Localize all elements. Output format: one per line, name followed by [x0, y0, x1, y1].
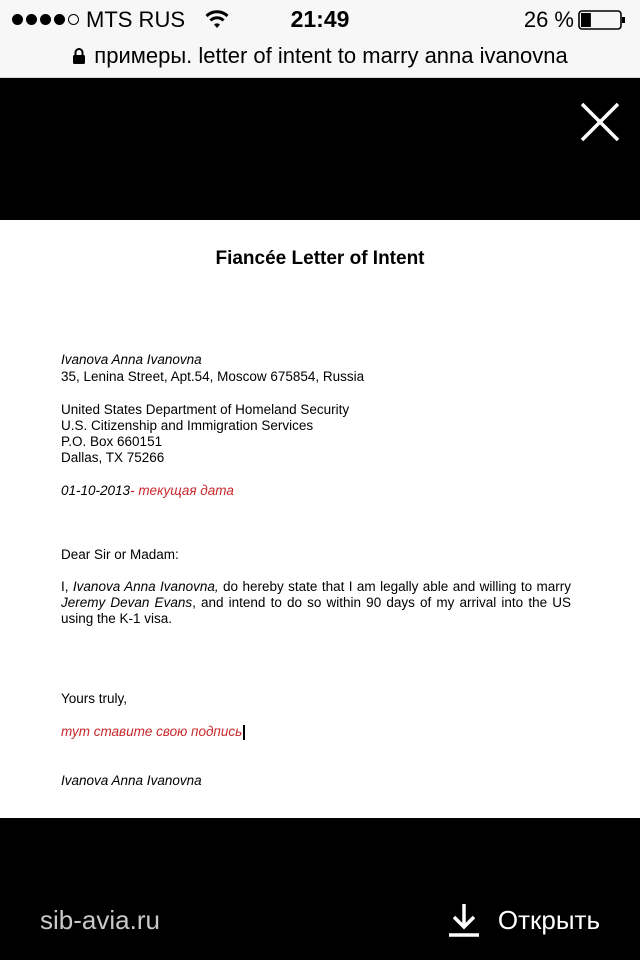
recipient-line: P.O. Box 660151	[61, 434, 163, 449]
close-icon[interactable]	[578, 100, 622, 144]
document-page	[0, 220, 640, 818]
clock: 21:49	[290, 6, 350, 32]
lock-icon	[72, 47, 86, 65]
carrier-name: MTS RUS	[86, 7, 185, 32]
body-text: I,	[61, 579, 73, 594]
sender-address: 35, Lenina Street, Apt.54, Moscow 675854, Russia	[61, 369, 365, 384]
body-name: Ivanova Anna Ivanovna,	[72, 579, 219, 594]
date-note: текущая дата	[138, 483, 234, 498]
battery-percentage: 26 %	[523, 7, 574, 32]
date-separator: -	[130, 483, 139, 498]
viewer-bottom-bar	[0, 818, 640, 960]
document-title: Fiancée Letter of Intent	[215, 248, 425, 269]
recipient-line: U.S. Citizenship and Immigration Services	[61, 418, 314, 433]
closing: Yours truly,	[61, 691, 128, 706]
open-button-label: Открыть	[497, 904, 600, 935]
address-bar[interactable]	[0, 40, 640, 78]
body-text: do hereby state that I am legally able and willing to marry	[218, 579, 571, 594]
download-icon	[448, 902, 480, 938]
signature-note-line	[61, 724, 245, 740]
recipient-line: Dallas, TX 75266	[61, 450, 165, 465]
letter-date: 01-10-2013	[61, 483, 131, 498]
signature-note: тут ставите свою подпись	[61, 724, 243, 739]
body-text: , and intend to do so within 90 days of my arrival into the US using the K-1 visa.	[61, 595, 571, 626]
recipient-line: United States Department of Homeland Security	[61, 402, 350, 417]
open-button[interactable]	[448, 902, 600, 938]
body-paragraph	[61, 579, 571, 627]
status-bar	[0, 0, 640, 40]
sender-name: Ivanova Anna Ivanovna	[61, 352, 202, 367]
greeting: Dear Sir or Madam:	[61, 547, 179, 562]
battery-icon	[578, 10, 626, 30]
text-cursor	[243, 725, 245, 740]
source-site-link[interactable]: sib-avia.ru	[40, 905, 160, 935]
body-name: Jeremy Devan Evans	[61, 595, 193, 610]
viewer-top-bar	[0, 78, 640, 220]
letter-date-line	[61, 483, 234, 499]
page-url-text: примеры. letter of intent to marry anna ivanovna	[94, 43, 568, 68]
signature-name: Ivanova Anna Ivanovna	[61, 773, 202, 788]
